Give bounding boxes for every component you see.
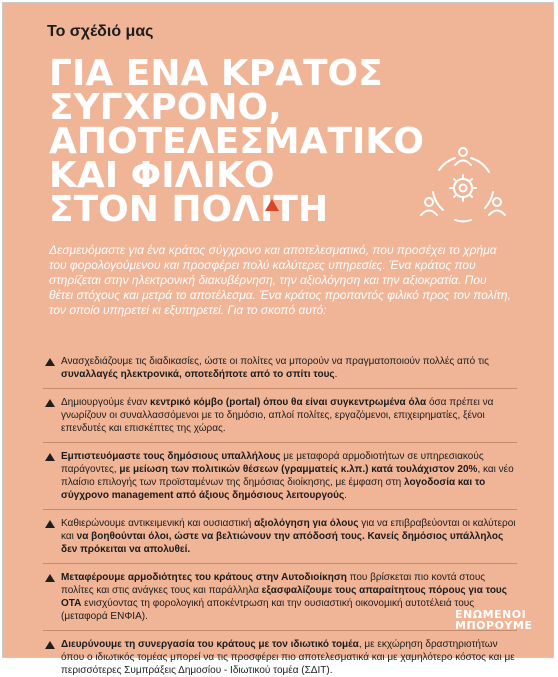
logo-line-1: ΕΝΩΜΕΝΟΙ [455, 608, 527, 621]
body-text: Ανασχεδιάζουμε τις διαδικασίες, ώστε οι πολίτες να μπορούν να πραγματοποιούν πολλές από τις [61, 356, 489, 367]
commitment-item [43, 563, 517, 623]
body-text: με μεταφορά αρμοδιοτήτων σε υπηρεσιακούς παράγοντες, [61, 451, 484, 475]
body-text: Δημιουργούμε έναν [61, 397, 150, 408]
headline [49, 53, 424, 230]
commitment-text [61, 397, 493, 434]
section-kicker: Το σχέδιό μας [47, 23, 154, 40]
emphasis-text: Διευρύνουμε τη συνεργασία του κράτους με τον ιδιωτικό τομέα [61, 639, 359, 650]
intro-paragraph: Δεσμευόμαστε για ένα κράτος σύγχρονο και αποτελεσματικό, που προσέχει το χρήμα του φορολογούμενου και προσφέρει πολύ καλύτερες υπηρεσίες. Ένα κράτος που στηρίζεται στην ηλεκτρονική διακυβέρνηση, την αξιολόγηση και την αξιοκρατία. Που θέτει στόχους και μετρά το αποτέλεσμα. Ένα κράτος προπαντός φιλικό προς τον πολίτη, τον οποίο υπηρετεί κι εξυπηρετεί. Για το σκοπό αυτό: [49, 243, 511, 317]
body-text: . [334, 369, 338, 380]
body-text: για να επιβραβεύονται οι καλύτεροι και [61, 518, 516, 542]
emphasis-text: Μεταφέρουμε αρμοδιότητες του κράτους στην Αυτοδιοίκηση [61, 572, 347, 583]
emphasis-text: να βοηθούνται όλοι, ώστε να βελτιώνουν την απόδοσή τους. Κανείς δημόσιος υπάλληλος δεν πρόκειται να απολυθεί. [61, 531, 504, 555]
people-gear-cycle-icon [415, 146, 511, 230]
commitment-text [61, 572, 507, 622]
commitment-item [43, 355, 517, 381]
emphasis-text: κεντρικό κόμβο (portal) όπου θα είναι συγκεντρωμένα όλα [150, 397, 427, 408]
body-text: . [344, 490, 347, 501]
triangle-bullet-icon [45, 574, 55, 582]
commitment-text [61, 356, 489, 380]
body-text: , με εκχώρηση δραστηριοτήτων όπου ο ιδιωτικός τομέας μπορεί να τις προσφέρει πιο αποτελεσματικά και με χαμηλότερο κόστος και με περισσότερες Συμπράξεις Δημοσίου - Ιδιωτικού τομέα (ΣΔΙΤ). [61, 639, 515, 676]
body-text: όσα πρέπει να γνωρίζουν οι συναλλασσόμενοι με το δημόσιο, απλοί πολίτες, εργαζόμενοι, επιχειρηματίες, ξένοι επενδυτές και επισκέπτες της χώρας. [61, 397, 494, 434]
commitment-item [43, 388, 517, 435]
headline-line-5: ΣΤΟΝ ΠΟΛΙΤΗ [49, 189, 329, 230]
triangle-bullet-icon [45, 358, 55, 366]
headline-line-1: ΓΙΑ ΕΝΑ ΚΡΑΤΟΣ [49, 53, 383, 94]
commitment-item [43, 630, 517, 677]
body-text: ενισχύοντας τη φορολογική αποκέντρωση και την ουσιαστική οικονομική αυτοτέλειά τους (μεταφορά ΕΝΦΙΑ). [61, 598, 475, 622]
headline-line-2: ΣΥΓΧΡΟΝΟ, [49, 87, 282, 128]
emphasis-text: αξιολόγηση για όλους [254, 518, 359, 529]
body-text: Καθιερώνουμε αντικειμενική και ουσιαστική [61, 518, 255, 529]
emphasis-text: με μείωση των πολιτικών θέσεων (γραμματείς κ.λπ.) κατά τουλάχιστον 20% [119, 464, 478, 475]
logo-line-2: ΜΠΟΡΟΥΜΕ [455, 619, 533, 632]
commitment-text [61, 451, 514, 501]
party-slogan-logo [455, 609, 531, 631]
triangle-bullet-icon [45, 641, 55, 649]
headline-line-3: ΑΠΟΤΕΛΕΣΜΑΤΙΚΟ [49, 121, 424, 162]
emphasis-text: Εμπιστευόμαστε τους δημόσιους υπαλλήλους [61, 451, 281, 462]
triangle-bullet-icon [45, 399, 55, 407]
leaflet-page [2, 2, 554, 676]
emphasis-text: λογοδοσία και το σύγχρονο management από άξιους δημόσιους λειτουργούς [61, 477, 486, 501]
commitments-list [43, 355, 517, 677]
accent-triangle-icon [265, 199, 279, 211]
triangle-bullet-icon [45, 453, 55, 461]
body-text: , και νέο πλαίσιο επιλογής των προϊσταμένων της δημόσιας διοίκησης, με έμφαση στη [61, 464, 514, 488]
commitment-item [43, 509, 517, 556]
headline-line-4: ΚΑΙ ΦΙΛΙΚΟ [49, 155, 275, 196]
triangle-bullet-icon [45, 520, 55, 528]
emphasis-text: εξασφαλίζουμε τους απαραίτητους πόρους για τους ΟΤΑ [61, 585, 507, 609]
commitment-text [61, 639, 515, 676]
body-text: που βρίσκεται πιο κοντά στους πολίτες και στις ανάγκες τους και παράλληλα [61, 572, 486, 596]
commitment-text [61, 518, 516, 555]
emphasis-text: συναλλαγές ηλεκτρονικά, οποτεδήποτε από το σπίτι τους [61, 369, 335, 380]
commitment-item [43, 442, 517, 502]
